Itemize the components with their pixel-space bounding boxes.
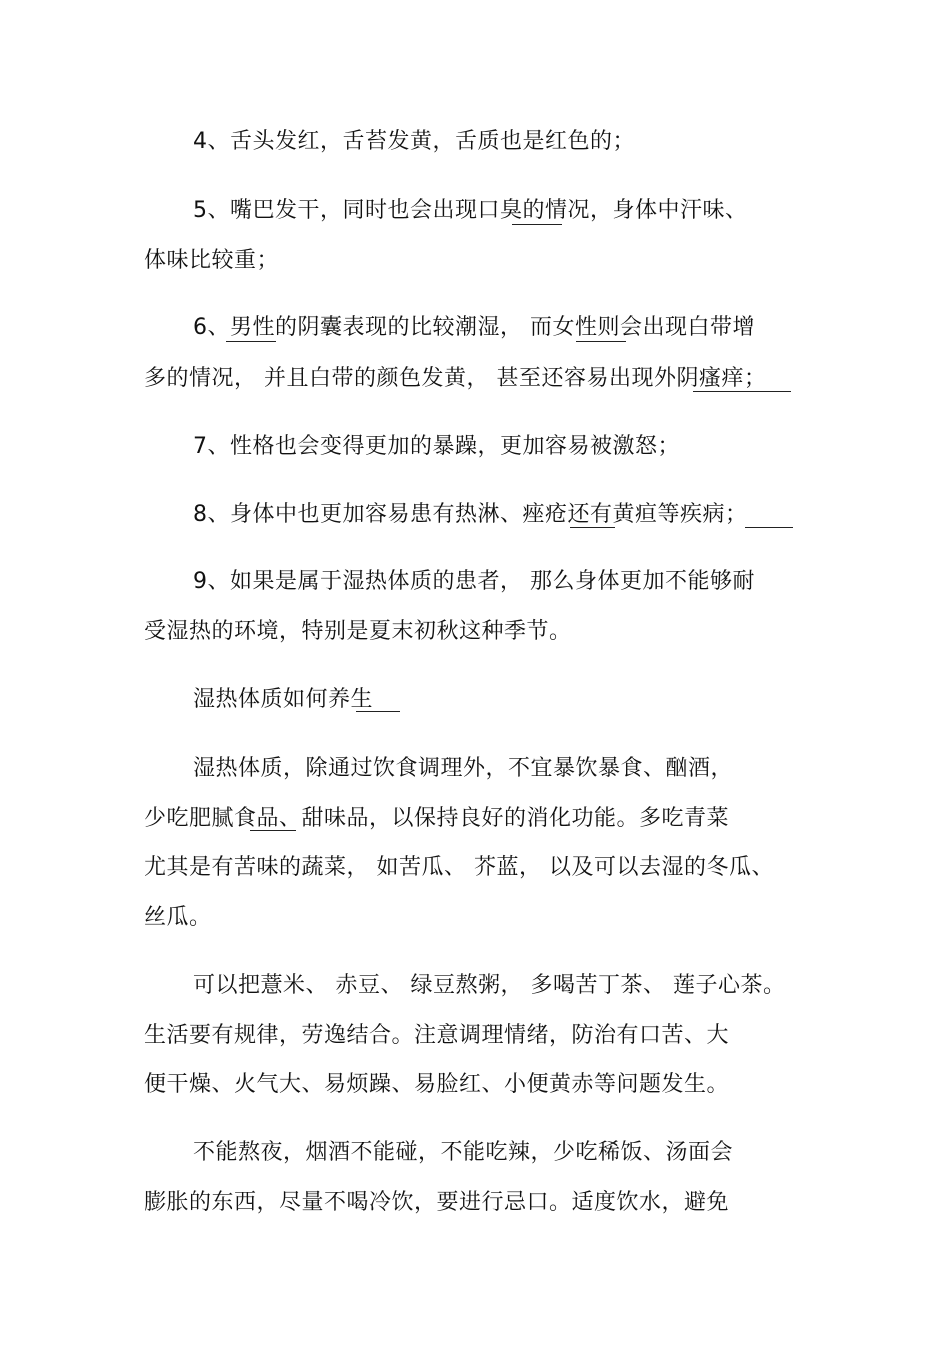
diet-paragraph-line-4: 丝瓜。 <box>144 905 212 930</box>
section-heading: 湿热体质如何养生 <box>193 687 374 712</box>
paragraph-9-line-1: 9、如果是属于湿热体质的患者， 那么身体更加不能够耐 <box>193 569 755 594</box>
diet-paragraph-line-2: 少吃肥腻食品、甜味品，以保持良好的消化功能。多吃青菜 <box>144 806 730 831</box>
diet-paragraph-line-3: 尤其是有苦味的蔬菜， 如苦瓜、 芥蓝， 以及可以去湿的冬瓜、 <box>144 855 774 880</box>
underline-mark <box>570 527 615 528</box>
paragraph-8-line-1: 8、身体中也更加容易患有热淋、痤疮还有黄疸等疾病； <box>193 502 748 527</box>
paragraph-7-line-1: 7、性格也会变得更加的暴躁，更加容易被激怒； <box>193 434 680 459</box>
porridge-paragraph-line-3: 便干燥、火气大、易烦躁、易脸红、小便黄赤等问题发生。 <box>144 1072 730 1097</box>
underline-mark <box>250 830 296 831</box>
habits-paragraph-line-1: 不能熬夜，烟酒不能碰，不能吃辣，少吃稀饭、汤面会 <box>193 1140 734 1165</box>
paragraph-6-line-2: 多的情况， 并且白带的颜色发黄， 甚至还容易出现外阴瘙痒； <box>144 366 767 391</box>
underline-mark <box>693 391 791 392</box>
paragraph-5-line-1: 5、嘴巴发干，同时也会出现口臭的情况，身体中汗味、 <box>193 198 748 223</box>
underline-mark <box>512 224 562 225</box>
paragraph-5-line-2: 体味比较重； <box>144 248 280 273</box>
underline-mark <box>576 341 626 342</box>
habits-paragraph-line-2: 膨胀的东西，尽量不喝冷饮，要进行忌口。适度饮水，避免 <box>144 1190 730 1215</box>
underline-mark <box>745 527 793 528</box>
underline-mark <box>356 711 400 712</box>
porridge-paragraph-line-2: 生活要有规律，劳逸结合。注意调理情绪，防治有口苦、大 <box>144 1023 730 1048</box>
paragraph-4-line-1: 4、舌头发红，舌苔发黄，舌质也是红色的； <box>193 129 635 154</box>
porridge-paragraph-line-1: 可以把薏米、 赤豆、 绿豆熬粥， 多喝苦丁茶、 莲子心茶。 <box>193 973 786 998</box>
diet-paragraph-line-1: 湿热体质，除通过饮食调理外，不宜暴饮暴食、酗酒， <box>193 756 734 781</box>
paragraph-9-line-2: 受湿热的环境，特别是夏末初秋这种季节。 <box>144 619 572 644</box>
paragraph-6-line-1: 6、男性的阴囊表现的比较潮湿， 而女性则会出现白带增 <box>193 315 755 340</box>
underline-mark <box>226 341 276 342</box>
